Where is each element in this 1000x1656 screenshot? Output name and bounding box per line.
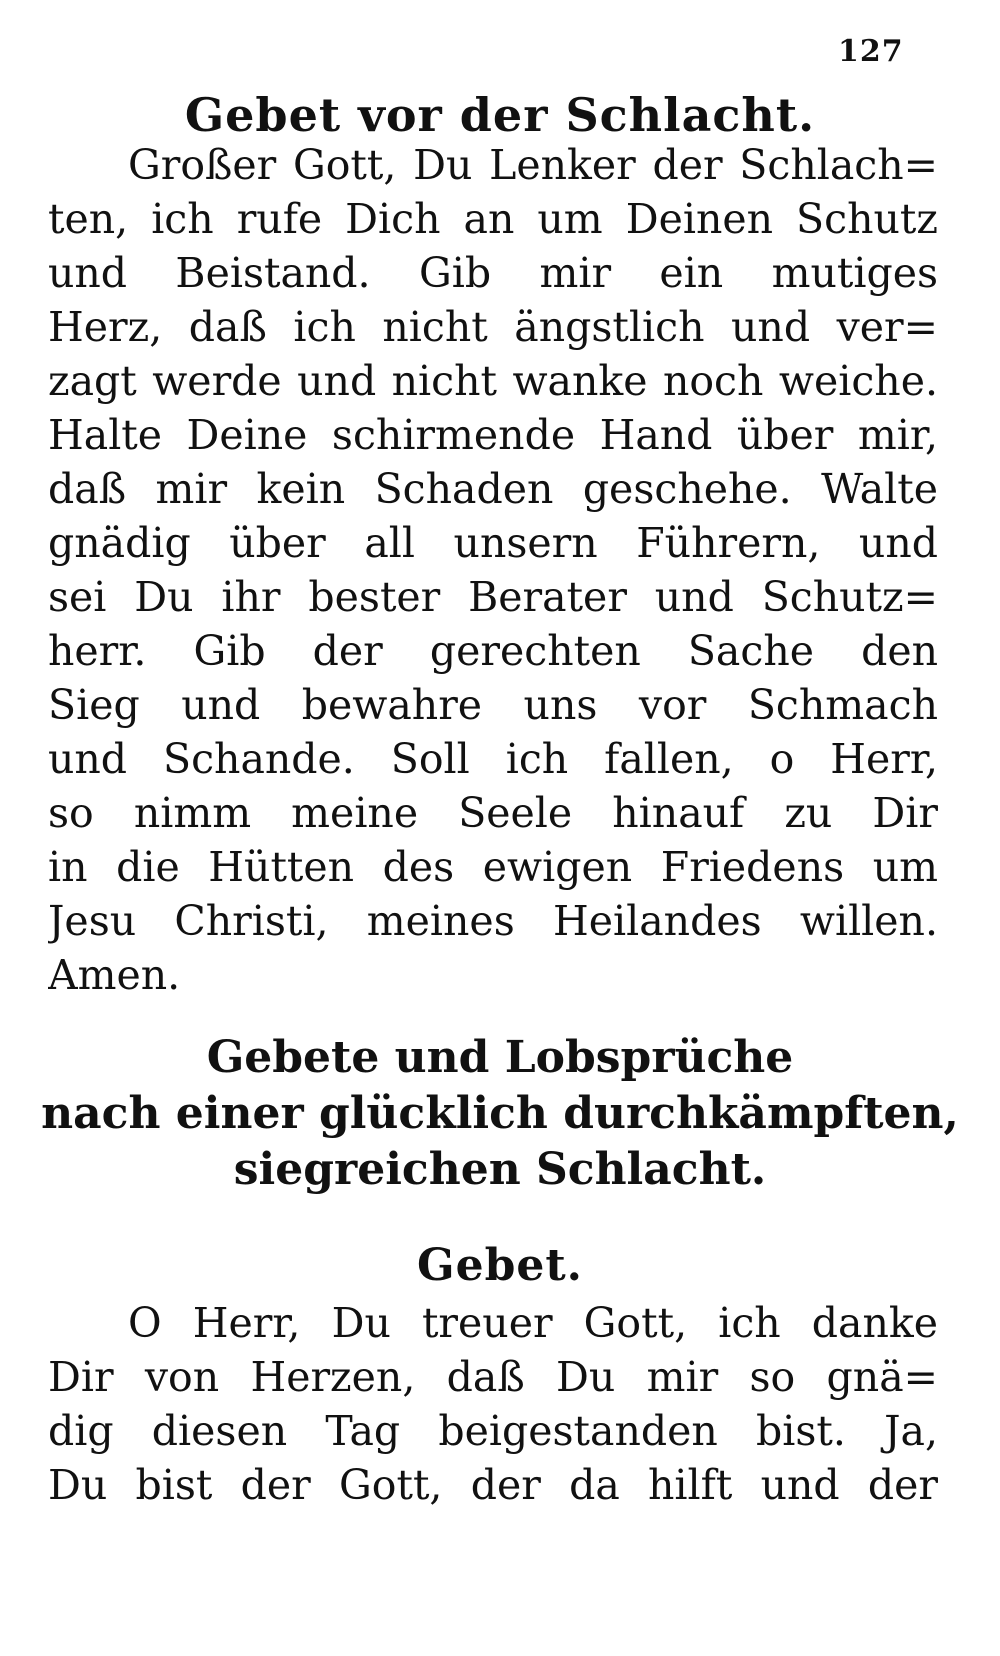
section-title-line: siegreichen Schlacht. [233,1144,767,1195]
prayer-text-after-battle [48,1296,938,1512]
text-line: herr. Gib der gerechten Sache den [48,627,938,675]
prayer-title-after-battle: Gebet. [417,1240,583,1291]
section-title-line: nach einer glücklich durchkämpften, [41,1088,959,1139]
text-line: Amen. [48,951,181,999]
prayer-title-before-battle: Gebet vor der Schlacht. [184,88,816,142]
text-line: Halte Deine schirmende Hand über mir, [48,411,938,459]
text-line: daß mir kein Schaden geschehe. Walte [48,465,938,513]
text-line: sei Du ihr bester Berater und Schutz= [48,573,938,621]
text-line: Sieg und bewahre uns vor Schmach [48,681,938,729]
text-line: Jesu Christi, meines Heilandes willen. [48,897,938,945]
text-line: ten, ich rufe Dich an um Deinen Schutz [48,195,938,243]
text-line: gnädig über all unsern Führern, und [48,519,938,567]
text-line: Dir von Herzen, daß Du mir so gnä= [48,1353,938,1401]
section-title-line: Gebete und Lobsprüche [206,1032,794,1083]
text-line: Du bist der Gott, der da hilft und der [48,1461,938,1509]
page-number: 127 [838,34,904,69]
text-line: zagt werde und nicht wanke noch weiche. [48,357,938,405]
section-title [0,1030,1000,1198]
text-line: O Herr, Du treuer Gott, ich danke [128,1299,938,1347]
text-line: Herz, daß ich nicht ängstlich und ver= [48,303,938,351]
text-line: dig diesen Tag beigestanden bist. Ja, [48,1407,938,1455]
text-line: in die Hütten des ewigen Friedens um [48,843,938,891]
text-line: Großer Gott, Du Lenker der Schlach= [128,141,938,189]
text-line: so nimm meine Seele hinauf zu Dir [48,789,938,837]
prayer-text-before-battle [48,138,938,1002]
text-line: und Schande. Soll ich fallen, o Herr, [48,735,938,783]
text-line: und Beistand. Gib mir ein mutiges [48,249,938,297]
